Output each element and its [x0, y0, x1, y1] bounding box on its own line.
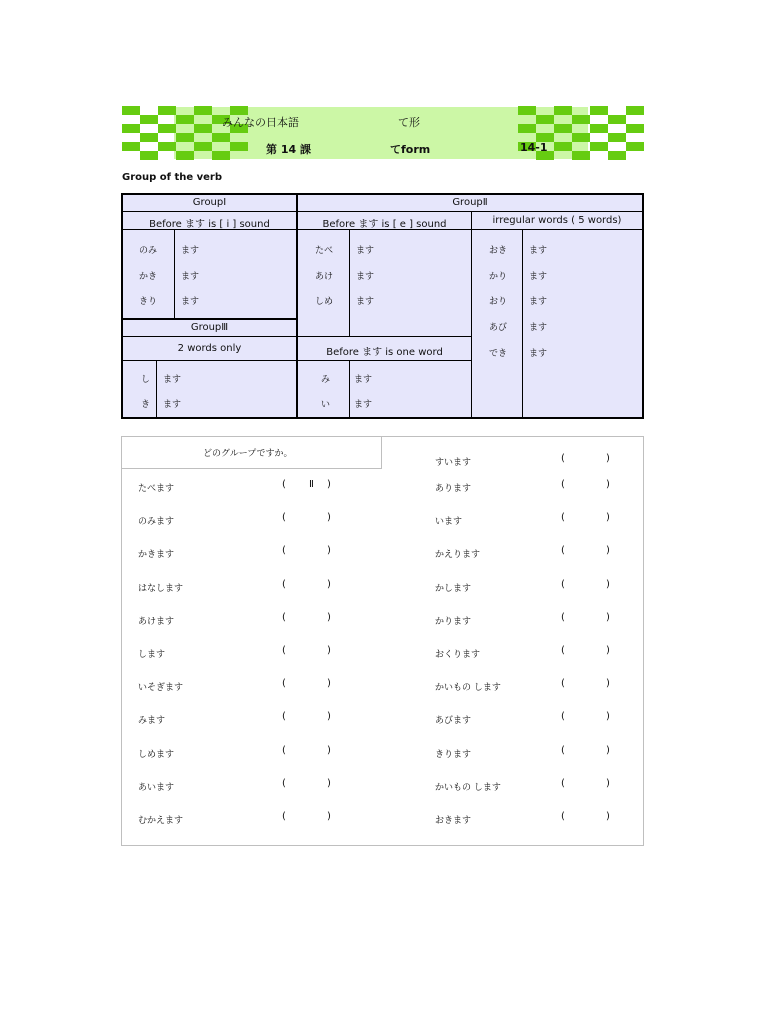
exercise-word: います: [435, 517, 463, 528]
exercise-word: おきます: [435, 816, 472, 826]
open-paren: (: [561, 611, 565, 623]
exercise-word: すいます: [435, 458, 472, 468]
group2-e-sound-subtitle: Before ます is [ e ] sound: [322, 219, 447, 230]
table-divider: [123, 211, 642, 212]
verb-ending: ます: [529, 323, 548, 333]
open-paren: (: [561, 711, 565, 723]
verb-ending: ます: [529, 246, 548, 256]
textbook-title: みんなの日本語: [222, 116, 299, 129]
group2-title: GroupⅡ: [452, 197, 488, 208]
close-paren: ): [327, 678, 331, 690]
exercise-word: はなします: [138, 583, 184, 594]
table-divider: [123, 336, 471, 337]
open-paren: (: [282, 711, 286, 723]
verb-stem: きり: [139, 297, 158, 307]
form-title-en: てform: [390, 143, 431, 156]
close-paren: ): [606, 545, 610, 557]
exercise-question: どのグループですか。: [203, 449, 293, 459]
open-paren: (: [282, 479, 286, 490]
close-paren: ): [327, 711, 331, 723]
open-paren: (: [561, 453, 565, 464]
exercise-word: かします: [435, 583, 472, 594]
open-paren: (: [282, 611, 286, 623]
verb-ending: ます: [529, 272, 548, 282]
table-divider: [123, 360, 471, 361]
open-paren: (: [561, 512, 565, 524]
verb-ending: ます: [181, 272, 200, 282]
verb-group-table: [121, 193, 644, 419]
verb-stem: でき: [489, 349, 508, 359]
close-paren: ): [606, 453, 610, 464]
close-paren: ): [327, 512, 331, 524]
open-paren: (: [282, 578, 286, 590]
group2-irregular-subtitle: irregular words ( 5 words): [492, 215, 622, 226]
exercise-word: のみます: [138, 517, 175, 528]
open-paren: (: [561, 744, 565, 756]
open-paren: (: [282, 777, 286, 789]
exercise-word: あびます: [435, 716, 472, 727]
verb-ending: ます: [356, 246, 375, 256]
close-paren: ): [606, 479, 610, 490]
group1-subtitle: Before ます is [ i ] sound: [149, 219, 270, 230]
open-paren: (: [282, 678, 286, 690]
open-paren: (: [282, 545, 286, 557]
close-paren: ): [327, 777, 331, 789]
exercise-box: [121, 436, 644, 846]
verb-ending: ます: [181, 246, 200, 256]
verb-ending: ます: [163, 400, 182, 410]
exercise-word: みます: [138, 716, 166, 727]
exercise-word: かいもの します: [435, 782, 501, 793]
close-paren: ): [606, 711, 610, 723]
open-paren: (: [561, 678, 565, 690]
exercise-word: かります: [435, 616, 472, 627]
close-paren: ): [327, 811, 331, 822]
exercise-word: あいます: [138, 782, 175, 793]
open-paren: (: [561, 645, 565, 656]
exercise-word: あります: [435, 484, 472, 494]
close-paren: ): [606, 811, 610, 822]
exercise-word: きります: [435, 749, 472, 760]
exercise-word: あけます: [138, 616, 175, 627]
verb-stem: たべ: [315, 246, 334, 256]
close-paren: ): [327, 744, 331, 756]
verb-ending: ます: [163, 375, 182, 385]
checker-decoration-left: [122, 104, 244, 161]
header-banner: [122, 104, 644, 161]
verb-stem: き: [141, 400, 151, 410]
verb-stem: しめ: [315, 297, 334, 307]
open-paren: (: [561, 479, 565, 490]
table-divider: [123, 318, 297, 320]
open-paren: (: [561, 777, 565, 789]
verb-stem: み: [321, 375, 331, 385]
verb-ending: ます: [356, 272, 375, 282]
verb-stem: おり: [489, 297, 508, 307]
form-title-jp: て形: [398, 116, 420, 129]
group2-one-word-subtitle: Before ます is one word: [326, 347, 443, 358]
exercise-word: たべます: [138, 484, 175, 494]
verb-ending: ます: [529, 297, 548, 307]
table-divider: [522, 230, 523, 417]
close-paren: ): [606, 777, 610, 789]
close-paren: ): [606, 678, 610, 690]
lesson-number: 第 14 課: [266, 143, 311, 156]
verb-stem: のみ: [139, 246, 158, 256]
verb-stem: い: [321, 400, 331, 410]
group3-title: GroupⅢ: [190, 322, 229, 333]
open-paren: (: [561, 811, 565, 822]
group1-title: GroupⅠ: [192, 197, 227, 208]
open-paren: (: [561, 545, 565, 557]
open-paren: (: [282, 645, 286, 656]
close-paren: ): [327, 479, 331, 490]
exercise-word: むかえます: [138, 816, 184, 826]
answer-blank[interactable]: Ⅱ: [309, 479, 314, 490]
verb-ending: ます: [354, 375, 373, 385]
verb-ending: ます: [529, 349, 548, 359]
open-paren: (: [282, 744, 286, 756]
exercise-word: します: [138, 650, 166, 660]
verb-stem: かり: [489, 272, 508, 282]
exercise-word: おくります: [435, 650, 481, 660]
table-divider: [349, 361, 350, 417]
verb-ending: ます: [181, 297, 200, 307]
close-paren: ): [606, 611, 610, 623]
close-paren: ): [327, 611, 331, 623]
group3-subtitle: 2 words only: [177, 343, 242, 354]
table-divider: [349, 230, 350, 336]
close-paren: ): [606, 744, 610, 756]
verb-stem: あび: [489, 323, 508, 333]
exercise-word: かえります: [435, 550, 481, 561]
table-divider: [174, 230, 175, 318]
close-paren: ): [327, 578, 331, 590]
close-paren: ): [606, 512, 610, 524]
close-paren: ): [606, 645, 610, 656]
page-code: 14-1: [520, 141, 548, 154]
open-paren: (: [561, 578, 565, 590]
open-paren: (: [282, 811, 286, 822]
exercise-word: いそぎます: [138, 683, 184, 694]
verb-ending: ます: [356, 297, 375, 307]
close-paren: ): [327, 545, 331, 557]
close-paren: ): [606, 578, 610, 590]
section-title: Group of the verb: [122, 172, 223, 183]
table-divider: [471, 212, 472, 417]
verb-stem: し: [141, 375, 151, 385]
verb-stem: あけ: [315, 272, 334, 282]
close-paren: ): [327, 645, 331, 656]
verb-ending: ます: [354, 400, 373, 410]
verb-stem: かき: [139, 272, 158, 282]
exercise-word: しめます: [138, 749, 175, 760]
open-paren: (: [282, 512, 286, 524]
exercise-word: かいもの します: [435, 683, 501, 694]
exercise-word: かきます: [138, 550, 175, 561]
verb-stem: おき: [489, 246, 508, 256]
table-divider: [156, 361, 157, 417]
